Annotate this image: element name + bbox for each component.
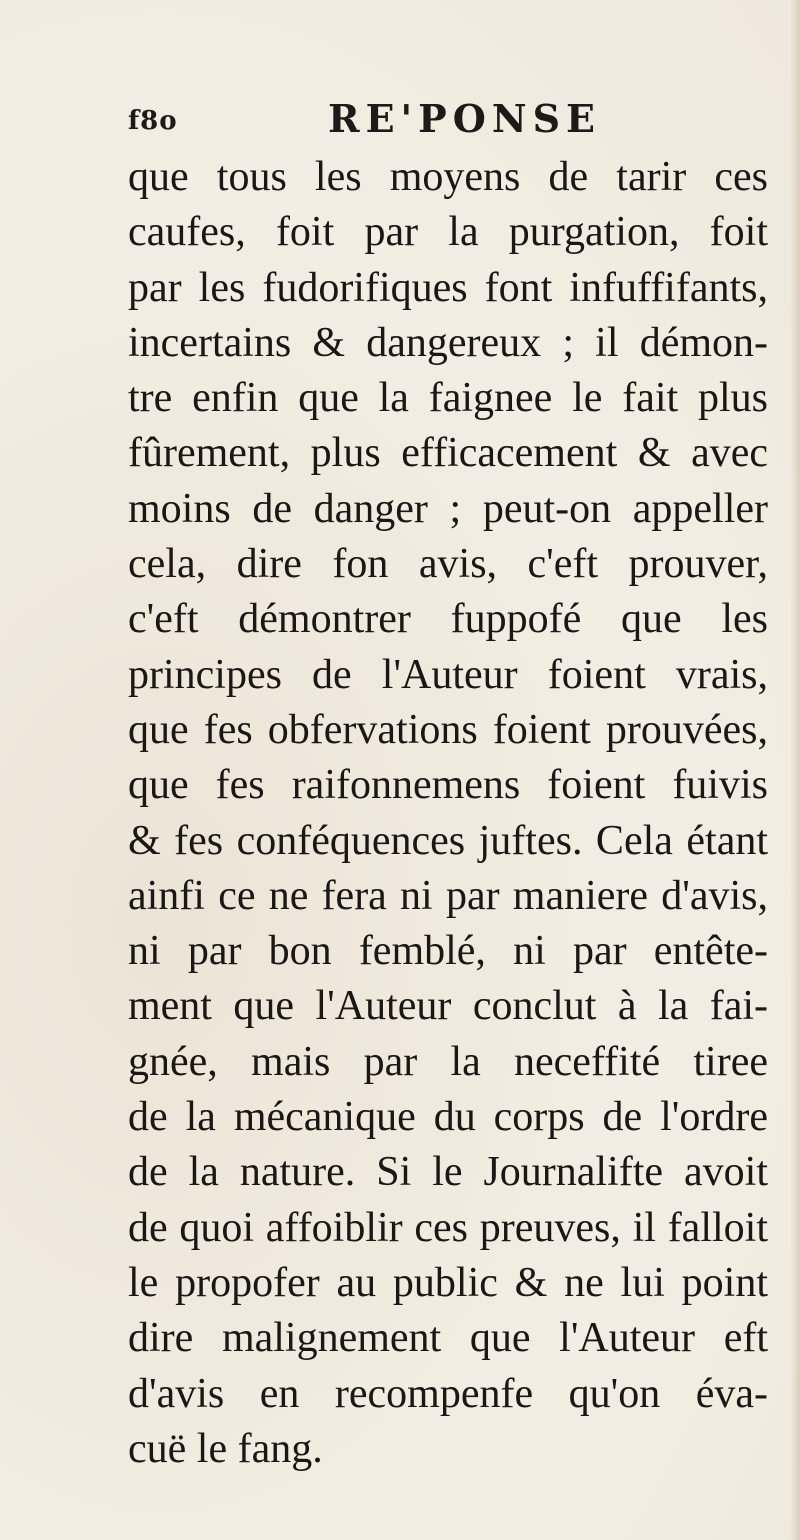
page-number: f8o (128, 106, 178, 136)
text-line: que fes raifonnemens foient fuivis (128, 762, 768, 809)
text-line: de la mécanique du corps de l'ordre (128, 1094, 768, 1141)
running-head: RE'PONSE (328, 96, 601, 141)
text-line: tre enfin que la faignee le fait plus (128, 375, 768, 422)
text-line: cuë le fang. (128, 1425, 323, 1472)
page-header (128, 96, 708, 146)
text-line: cela, dire fon avis, c'eft prouver, (128, 541, 768, 588)
body-text (128, 150, 768, 1477)
text-line: que tous les moyens de tarir ces (128, 154, 768, 200)
text-line: gnée, mais par la neceffité tiree (128, 1038, 768, 1085)
text-line: principes de l'Auteur foient vrais, (128, 651, 768, 698)
page-edge-shadow (790, 0, 800, 1540)
text-line: ni par bon femblé, ni par entête- (128, 928, 768, 975)
text-line: par les fudorifiques font infuffifants, (128, 264, 768, 311)
text-line: caufes, foit par la purgation, foit (128, 209, 768, 256)
text-line: ment que l'Auteur conclut à la fai- (128, 983, 768, 1030)
text-line: ainfi ce ne fera ni par maniere d'avis, (128, 872, 768, 919)
text-line: d'avis en recompenfe qu'on éva- (128, 1370, 768, 1417)
text-line: c'eft démontrer fuppofé que les (128, 596, 768, 643)
text-line: fûrement, plus efficacement & avec (128, 430, 768, 477)
text-line: & fes conféquences juftes. Cela étant (128, 817, 768, 864)
text-line: de quoi affoiblir ces preuves, il falloit (128, 1204, 768, 1251)
text-line: de la nature. Si le Journalifte avoit (128, 1149, 768, 1196)
text-line: moins de danger ; peut-on appeller (128, 485, 768, 532)
text-line: incertains & dangereux ; il démon- (128, 319, 768, 366)
text-line: que fes obfervations foient prouvées, (128, 706, 768, 753)
text-line: dire malignement que l'Auteur eft (128, 1315, 768, 1362)
text-line: le propofer au public & ne lui point (128, 1259, 768, 1306)
